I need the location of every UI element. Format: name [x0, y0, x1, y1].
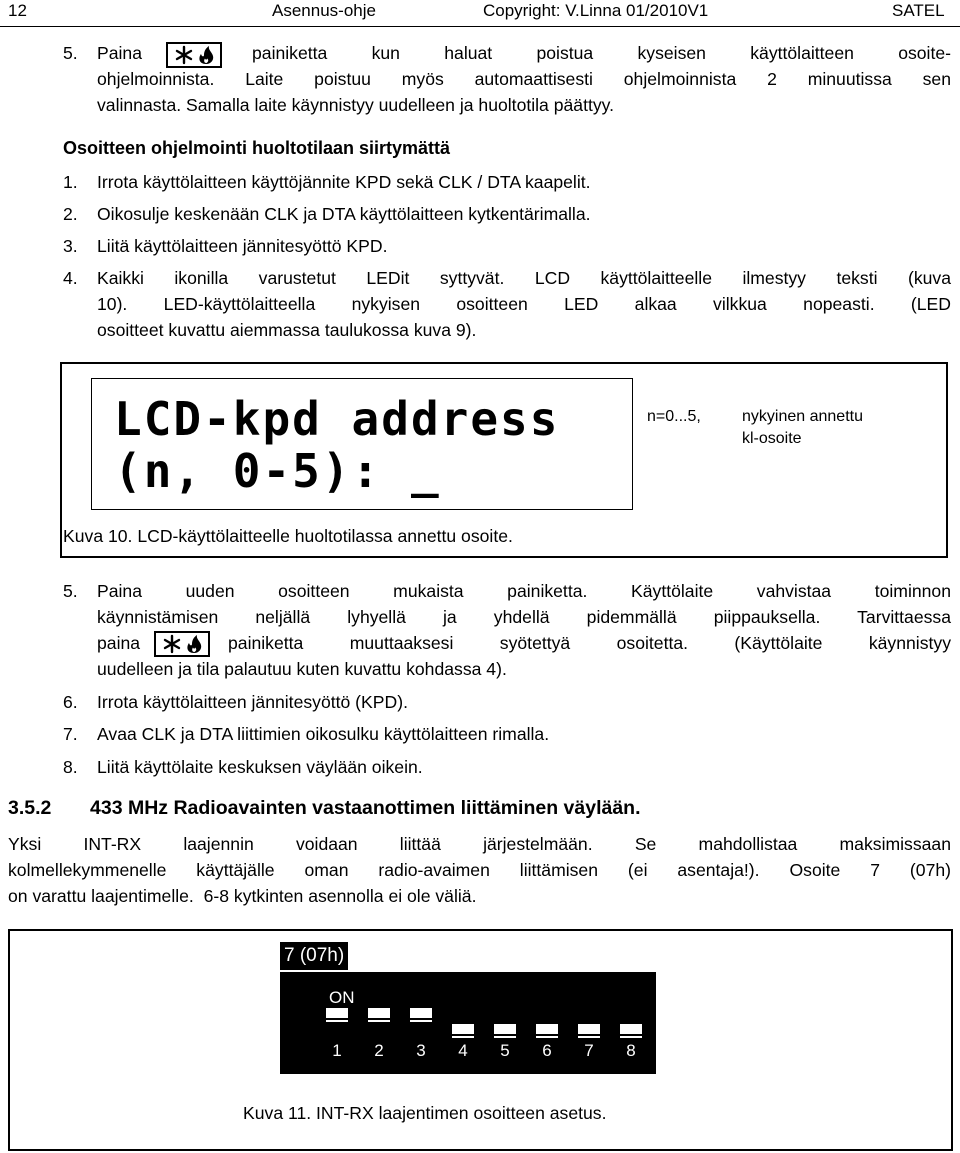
dip-number-label: 1: [332, 1041, 342, 1060]
lcd-note-n: n=0...5,: [647, 408, 701, 425]
section-title: 433 MHz Radioavainten vastaanottimen liittäminen väylään.: [90, 797, 641, 819]
step-4-line-1: Kaikki ikonilla varustetut LEDit syttyvät. LCD käyttölaitteelle ilmestyy teksti (kuva: [97, 268, 951, 288]
lcd-line-1: LCD-kpd address: [114, 392, 560, 446]
step-8-text: Liitä käyttölaite keskuksen väylään oikein.: [97, 757, 423, 777]
dip-number-label: 8: [626, 1041, 636, 1060]
page-number: 12: [8, 1, 27, 20]
step-number: 3.: [63, 236, 78, 256]
step-number: 2.: [63, 204, 78, 224]
step-number: 5.: [63, 581, 78, 601]
step-5-line-2: ohjelmoinnista. Laite poistuu myös automaattisesti ohjelmoinnista 2 minuutissa sen: [97, 69, 951, 89]
section-para-line-3: on varattu laajentimelle. 6-8 kytkinten asennolla ei ole väliä.: [8, 886, 477, 906]
step-5-line-4: uudelleen ja tila palautuu kuten kuvattu kohdassa 4).: [97, 659, 507, 679]
step-5-line-1: Paina uuden osoitteen mukaista painiketta. Käyttölaite vahvistaa toiminnon: [97, 581, 951, 601]
step-5-line-3: painiketta muuttaaksesi syötettyä osoitetta. (Käyttölaite käynnistyy: [228, 633, 951, 653]
star-flame-key-icon: [154, 630, 210, 657]
section-para-line-2: kolmellekymmenelle käyttäjälle oman radio-avaimen liittämisen (ei asentaja!). Osoite 7 (07h): [8, 860, 951, 880]
section-heading: Osoitteen ohjelmointi huoltotilaan siirtymättä: [63, 138, 451, 158]
section-para-line-1: Yksi INT-RX laajennin voidaan liittää järjestelmään. Se mahdollistaa maksimissaan: [8, 834, 951, 854]
dip-number-label: 6: [542, 1041, 552, 1060]
header-rule: [0, 26, 960, 27]
section-number: 3.5.2: [8, 797, 52, 819]
step-5-line-1: painiketta kun haluat poistua kyseisen käyttölaitteen osoite-: [252, 43, 951, 63]
brand: SATEL: [892, 1, 945, 20]
dip-on-label: ON: [329, 988, 355, 1007]
step-number: 5.: [63, 43, 78, 63]
dip-switch-block: [280, 972, 656, 1074]
step-number: 6.: [63, 692, 78, 712]
dip-number-label: 2: [374, 1041, 384, 1060]
lcd-line-2: (n, 0-5): _: [114, 444, 441, 498]
step-6-text: Irrota käyttölaitteen jännitesyöttö (KPD).: [97, 692, 408, 712]
lcd-note-desc-1: nykyinen annettu: [742, 408, 863, 425]
figure-10-caption: Kuva 10. LCD-käyttölaitteelle huoltotilassa annettu osoite.: [63, 526, 513, 546]
copyright: Copyright: V.Linna 01/2010V1: [483, 1, 709, 20]
step-4-line-2: 10). LED-käyttölaitteella nykyisen osoitteen LED alkaa vilkkua nopeasti. (LED: [97, 294, 951, 314]
step-5-line-2: käynnistämisen neljällä lyhyellä ja yhdellä pidemmällä piippauksella. Tarvittaessa: [97, 607, 951, 627]
star-flame-key-icon: [166, 41, 222, 68]
dip-number-label: 5: [500, 1041, 510, 1060]
page-header: [0, 0, 960, 26]
step-number: 4.: [63, 268, 78, 288]
figure-11-caption: Kuva 11. INT-RX laajentimen osoitteen asetus.: [243, 1103, 607, 1123]
step-1-text: Irrota käyttölaitteen käyttöjännite KPD sekä CLK / DTA kaapelit.: [97, 172, 591, 192]
dip-address-label: 7 (07h): [280, 942, 348, 970]
step-number: 1.: [63, 172, 78, 192]
step-3-text: Liitä käyttölaitteen jännitesyöttö KPD.: [97, 236, 388, 256]
dip-number-label: 7: [584, 1041, 594, 1060]
dip-number-label: 3: [416, 1041, 426, 1060]
doc-title: Asennus-ohje: [272, 1, 376, 20]
step-5-paina: paina: [97, 633, 141, 653]
dip-number-label: 4: [458, 1041, 468, 1060]
lcd-note-desc-2: kl-osoite: [742, 430, 802, 447]
step-word: Paina: [97, 43, 142, 63]
step-7-text: Avaa CLK ja DTA liittimien oikosulku käyttölaitteen rimalla.: [97, 724, 550, 744]
step-5-line-3: valinnasta. Samalla laite käynnistyy uudelleen ja huoltotila päättyy.: [97, 95, 615, 115]
step-2-text: Oikosulje keskenään CLK ja DTA käyttölaitteen kytkentärimalla.: [97, 204, 591, 224]
step-number: 8.: [63, 757, 78, 777]
step-4-line-3: osoitteet kuvattu aiemmassa taulukossa kuva 9).: [97, 320, 477, 340]
lcd-screen: [91, 378, 633, 510]
step-number: 7.: [63, 724, 78, 744]
